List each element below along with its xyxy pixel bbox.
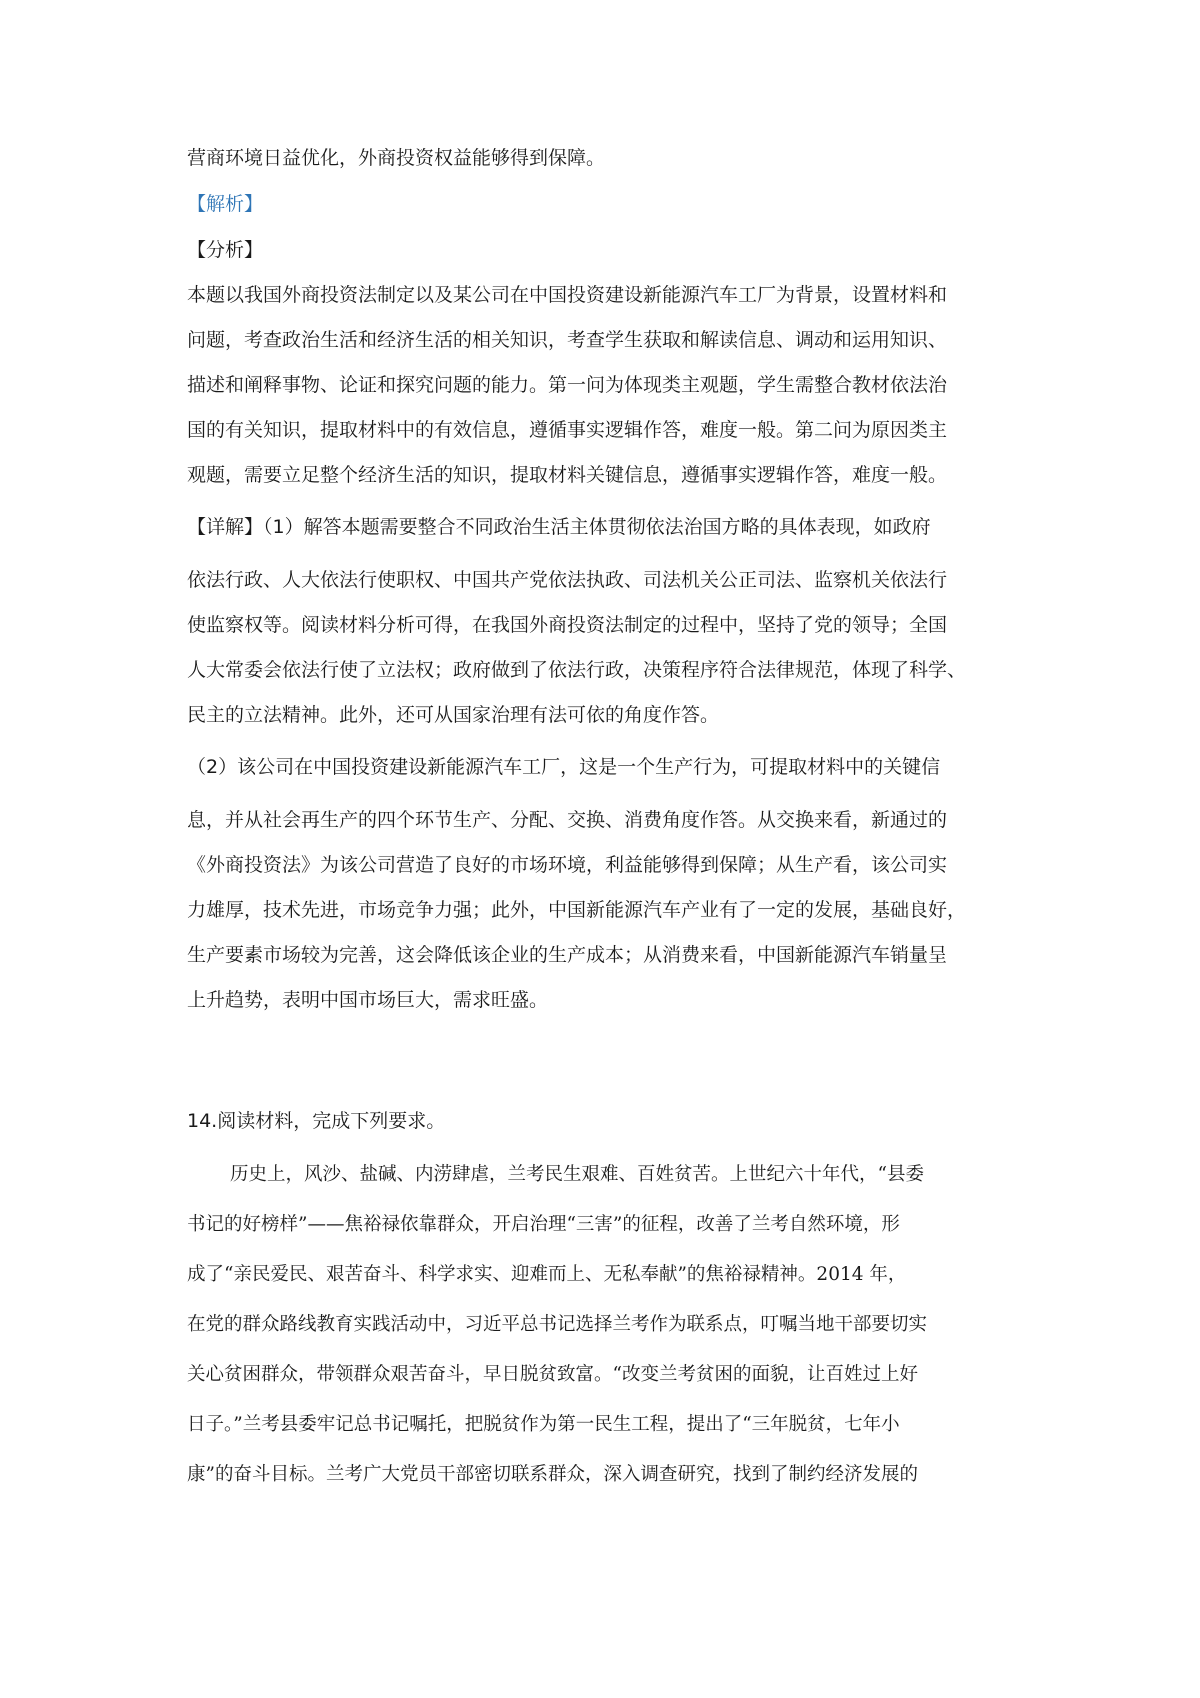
part2-line: 《外商投资法》为该公司营造了良好的市场环境，利益能够得到保障；从生产看，该公司实	[187, 854, 948, 876]
material-line: 成了“亲民爱民、艰苦奋斗、科学求实、迎难而上、无私奉献”的焦裕禄精神。2014 年，	[187, 1264, 907, 1285]
detail-line: 使监察权等。阅读材料分析可得，在我国外商投资法制定的过程中，坚持了党的领导；全国	[187, 614, 948, 636]
part2-line: 生产要素市场较为完善，这会降低该企业的生产成本；从消费来看，中国新能源汽车销量呈	[187, 944, 948, 966]
part2-line: （2）该公司在中国投资建设新能源汽车工厂，这是一个生产行为，可提取材料中的关键信	[187, 756, 941, 778]
part2-line: 力雄厚，技术先进，市场竞争力强；此外，中国新能源汽车产业有了一定的发展，基础良好，	[187, 899, 967, 921]
material-line: 日子。”兰考县委牢记总书记嘱托，把脱贫作为第一民生工程，提出了“三年脱贫，七年小	[187, 1414, 900, 1435]
material-line: 康”的奋斗目标。兰考广大党员干部密切联系群众，深入调查研究，找到了制约经济发展的	[187, 1464, 918, 1485]
analysis-line: 本题以我国外商投资法制定以及某公司在中国投资建设新能源汽车工厂为背景，设置材料和	[187, 284, 948, 306]
analysis-line: 描述和阐释事物、论证和探究问题的能力。第一问为体现类主观题，学生需整合教材依法治	[187, 374, 948, 396]
question-14-title: 14.阅读材料，完成下列要求。	[187, 1110, 446, 1132]
analysis-line: 问题，考查政治生活和经济生活的相关知识，考查学生获取和解读信息、调动和运用知识、	[187, 329, 948, 351]
material-line: 关心贫困群众，带领群众艰苦奋斗，早日脱贫致富。“改变兰考贫困的面貌，让百姓过上好	[187, 1364, 918, 1385]
part2-line: 上升趋势，表明中国市场巨大，需求旺盛。	[187, 989, 549, 1011]
detail-line: 民主的立法精神。此外，还可从国家治理有法可依的角度作答。	[187, 704, 720, 726]
analysis-line: 国的有关知识，提取材料中的有效信息，遵循事实逻辑作答，难度一般。第二问为原因类主	[187, 419, 948, 441]
jiexi-label: 【解析】	[187, 193, 264, 215]
fenxi-label: 【分析】	[187, 239, 264, 261]
detail-line: 依法行政、人大依法行使职权、中国共产党依法执政、司法机关公正司法、监察机关依法行	[187, 569, 948, 591]
analysis-line: 观题，需要立足整个经济生活的知识，提取材料关键信息，遵循事实逻辑作答，难度一般。	[187, 464, 948, 486]
previous-answer-line: 营商环境日益优化，外商投资权益能够得到保障。	[187, 147, 606, 169]
detail-line: 人大常委会依法行使了立法权；政府做到了依法行政，决策程序符合法律规范，体现了科学、	[187, 659, 967, 681]
material-line: 书记的好榜样”——焦裕禄依靠群众，开启治理“三害”的征程，改善了兰考自然环境，形	[187, 1214, 900, 1235]
material-line: 历史上，风沙、盐碱、内涝肆虐，兰考民生艰难、百姓贫苦。上世纪六十年代，“县委	[230, 1164, 924, 1185]
part2-line: 息，并从社会再生产的四个环节生产、分配、交换、消费角度作答。从交换来看，新通过的	[187, 809, 948, 831]
material-line: 在党的群众路线教育实践活动中，习近平总书记选择兰考作为联系点，叮嘱当地干部要切实	[187, 1314, 928, 1335]
detail-line: 【详解】（1）解答本题需要整合不同政治生活主体贯彻依法治国方略的具体表现，如政府	[187, 516, 931, 538]
